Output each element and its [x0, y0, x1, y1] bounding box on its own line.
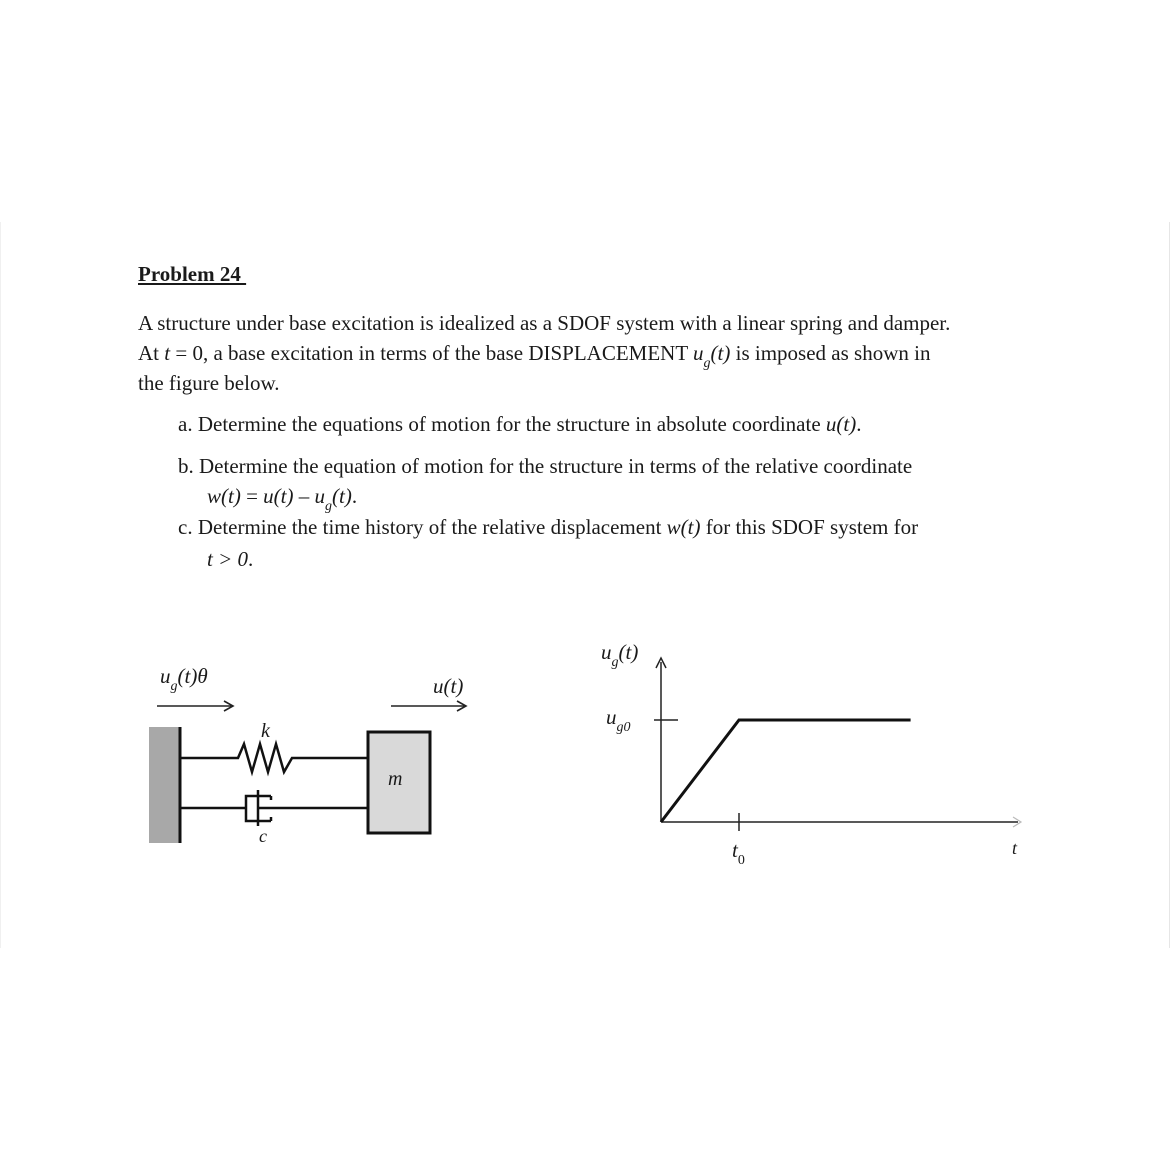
ug-label: $u_g(t)\theta$	[160, 664, 208, 694]
problem-title: Problem 24	[138, 262, 247, 286]
intro-line-1: A structure under base excitation is idealized as a SDOF system with a linear spring and damper.	[138, 311, 951, 335]
x-axis-label: t	[1012, 838, 1018, 858]
y-tick-label-ug0: $u_{g0}$	[606, 705, 631, 735]
series-line-ug	[661, 720, 911, 822]
list-item-b: b. Determine the equation of motion for the structure in terms of the relative coordinate	[178, 454, 913, 478]
intro-line-3: the figure below.	[138, 371, 280, 395]
y-axis-label: $u_g(t)$	[601, 640, 639, 670]
intro-line-2: At t = 0, a base excitation in terms of the base DISPLACEMENT $u_g(t)$ is imposed as shown in	[138, 341, 931, 371]
mass-label: m	[388, 768, 403, 790]
list-item-a: a. Determine the equations of motion for the structure in absolute coordinate u(t).	[178, 412, 862, 436]
damper-label: c	[259, 826, 267, 846]
list-item-c: c. Determine the time history of the relative displacement w(t) for this SDOF system for	[178, 515, 919, 539]
list-item-b-equation: $w(t) = u(t) - u_g(t)$.	[207, 484, 358, 514]
list-item-c-condition: t > 0.	[207, 547, 254, 571]
x-tick-label-t0: $t_0$	[732, 838, 745, 868]
u-label: u(t)	[433, 674, 464, 698]
spring-label: k	[261, 720, 270, 742]
